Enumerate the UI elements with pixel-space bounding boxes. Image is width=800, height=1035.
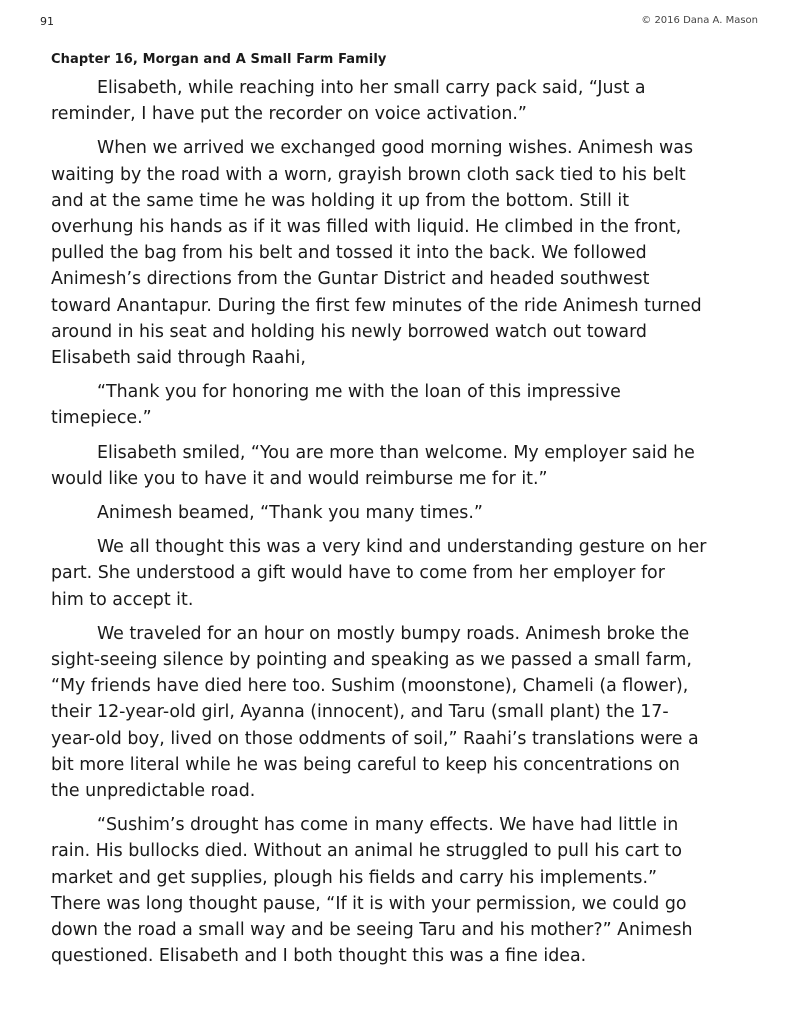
text-line: Animesh beamed, “Thank you many times.” [97,503,483,524]
text-line: rain. His bullocks died. Without an animal he struggled to pull his cart to [51,841,682,862]
paragraph-5 [51,500,761,526]
text-line: reminder, I have put the recorder on voice activation.” [51,104,527,125]
text-line: year-old boy, lived on those oddments of soil,” Raahi’s translations were a [51,728,699,749]
text-line: Elisabeth smiled, “You are more than welcome. My employer said he [97,442,695,463]
text-line: market and get supplies, plough his fields and carry his implements.” [51,867,658,888]
text-line: overhung his hands as if it was filled with liquid. He climbed in the front, [51,217,682,238]
text-line: We all thought this was a very kind and understanding gesture on her [97,537,707,558]
paragraph-1 [51,75,761,127]
text-line: Elisabeth, while reaching into her small carry pack said, “Just a [97,78,646,98]
text-line: timepiece.” [51,408,152,429]
text-line: There was long thought pause, “If it is with your permission, we could go [51,893,687,914]
text-line: “Sushim’s drought has come in many effects. We have had little in [97,815,679,836]
paragraph-4 [51,440,761,492]
text-line: would like you to have it and would reimburse me for it.” [51,468,548,489]
paragraph-7 [51,621,761,804]
paragraph-3 [51,379,761,431]
text-line: We traveled for an hour on mostly bumpy roads. Animesh broke the [97,623,690,644]
paragraph-8 [51,812,761,969]
text-line: bit more literal while he was being careful to keep his concentrations on [51,754,680,775]
paragraph-2 [51,135,761,371]
text-line: sight-seeing silence by pointing and speaking as we passed a small farm, [51,650,692,671]
text-line: around in his seat and holding his newly borrowed watch out toward [51,321,647,342]
text-line: and at the same time he was holding it up from the bottom. Still it [51,190,630,211]
paragraph-6 [51,534,761,613]
text-line: down the road a small way and be seeing Taru and his mother?” Animesh [51,920,693,941]
body-text [51,75,761,978]
page-number: 91 [40,15,54,28]
text-line: toward Anantapur. During the first few minutes of the ride Animesh turned [51,295,702,316]
chapter-title: Chapter 16, Morgan and A Small Farm Family [51,52,387,67]
text-line: Elisabeth said through Raahi, [51,348,306,369]
text-line: When we arrived we exchanged good morning wishes. Animesh was [97,138,694,159]
text-line: part. She understood a gift would have to come from her employer for [51,563,665,584]
text-line: questioned. Elisabeth and I both thought this was a fine idea. [51,946,587,967]
text-line: “My friends have died here too. Sushim (moonstone), Chameli (a flower), [51,676,689,697]
text-line: Animesh’s directions from the Guntar District and headed southwest [51,269,650,290]
text-line: their 12-year-old girl, Ayanna (innocent), and Taru (small plant) the 17- [51,702,669,723]
copyright-notice: © 2016 Dana A. Mason [641,15,758,26]
text-line: “Thank you for honoring me with the loan of this impressive [97,382,621,403]
text-line: him to accept it. [51,589,194,610]
text-line: the unpredictable road. [51,781,256,802]
text-line: pulled the bag from his belt and tossed it into the back. We followed [51,243,647,264]
text-line: waiting by the road with a worn, grayish brown cloth sack tied to his belt [51,164,686,185]
